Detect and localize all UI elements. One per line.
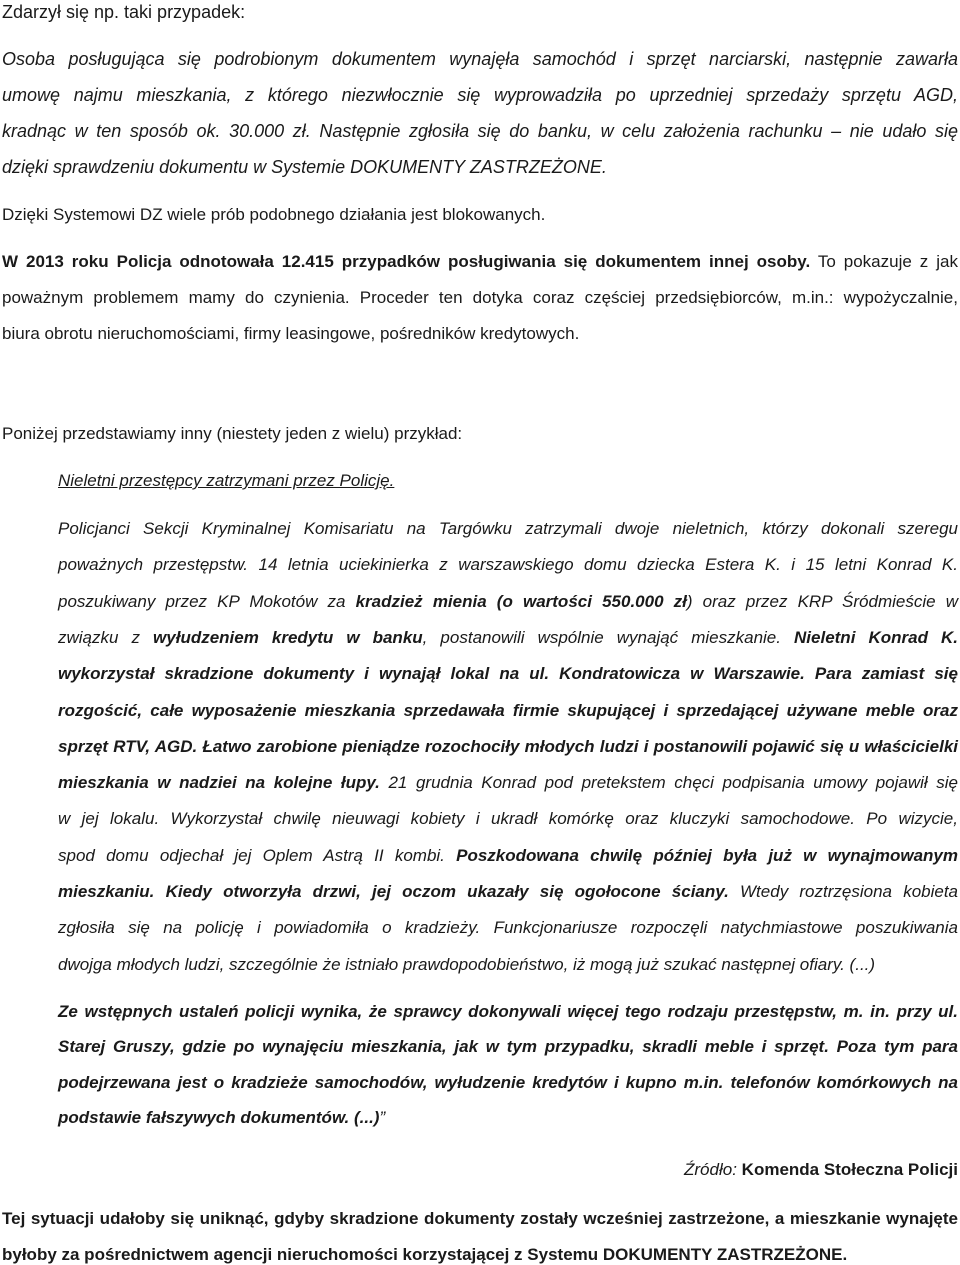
text-run: spod domu odjechał jej Oplem Astrą II kombi. [58,845,457,865]
article-title: Nieletni przestępcy zatrzymani przez Policję. [58,471,395,490]
example-intro: Poniżej przedstawiamy inny (niestety jeden z wielu) przykład: [2,424,463,443]
stats-line: biura obrotu nieruchomościami, firmy leasingowe, pośredników kredytowych. [2,324,580,343]
bold-run: rozgościć, całe wyposażenie mieszkania sprzedawała firmie skupującej i sprzedającej używane meble oraz [58,700,958,720]
bold-run: mieszkaniu. Kiedy otworzyła drzwi, jej oczom ukazały się ogołocone ściany. [58,882,729,901]
text-line [58,702,958,719]
text-line [58,1038,958,1055]
intro-heading: Zdarzył się np. taki przypadek: [2,2,246,22]
text-run: związku z [58,627,154,647]
text-run: dwojga młodych ludzi, szczególnie że istniało prawdopodobieństwo, iż mogą już szukać następnej ofiary. (...) [58,954,876,974]
text-line [58,629,958,646]
case-line: Osoba posługująca się podrobionym dokumentem wynajęła samochód i sprzęt narciarski, następnie zawarła [2,49,958,69]
source-line [684,1161,958,1178]
bold-run: wykorzystał skradzione dokumenty i wynajął lokal na ul. Kondratowicza w Warszawie. Para zamiast się [58,664,958,684]
text-run: zgłosiła się na policję i powiadomiła o kradzieży. Funkcjonariusze rozpoczęli natychmiastowe poszukiwania [58,918,958,938]
text-line [58,520,958,537]
text-line [58,1109,385,1126]
bold-run: sprzęt RTV, AGD. Łatwo zarobione pieniądze rozochociły młodych ludzi i postanowili pojawić się u właścicielki [58,736,958,756]
bold-run: Starej Gruszy, gdzie po wynajęciu mieszkania, jak w tym przypadku, skradli meble i sprzęt. Poza tym para [58,1037,958,1057]
text-line [58,847,958,864]
blocking-note: Dzięki Systemowi DZ wiele prób podobnego działania jest blokowanych. [2,205,546,224]
source-name: Komenda Stołeczna Policji [741,1160,958,1179]
case-line: umowę najmu mieszkania, z którego niezwłocznie się wyprowadziła po uprzedniej sprzedaży sprzętu AGD, [2,85,958,105]
text-run: Wtedy roztrzęsiona kobieta [728,882,959,901]
text-line [58,1074,958,1091]
conclusion-line: byłoby za pośrednictwem agencji nieruchomości korzystającej z Systemu DOKUMENTY ZASTRZEŻONE. [2,1245,848,1264]
case-line: kradnąc w ten sposób ok. 30.000 zł. Następnie zgłosiła się do banku, w celu założenia rachunku – nie udało się [2,121,958,141]
text-line [58,883,958,900]
text-line [58,738,958,755]
bold-run: Nieletni Konrad K. [794,627,958,647]
bold-run: podstawie fałszywych dokumentów. (...) [58,1107,380,1127]
text-line [58,956,875,973]
text-line [58,1003,958,1020]
text-run: ) oraz przez KRP Śródmieście w [686,591,958,611]
text-line [58,919,958,936]
text-line [58,774,958,791]
case-line: dzięki sprawdzeniu dokumentu w Systemie DOKUMENTY ZASTRZEŻONE. [2,157,607,177]
text-line [58,810,958,827]
text-run: Policjanci Sekcji Kryminalnej Komisariatu na Targówku zatrzymali dwoje nieletnich, którzy dokonali szeregu [58,519,958,538]
stats-bold: W 2013 roku Policja odnotowała 12.415 przypadków posługiwania się dokumentem innej osoby. [2,252,811,271]
stats-line [2,253,958,270]
bold-run: mieszkania w nadziei na kolejne łupy. [58,773,380,793]
bold-run: Poszkodowana chwilę później była już w wynajmowanym [456,845,958,865]
text-run: w jej lokalu. Wykorzystał chwilę nieuwagi kobiety i ukradł komórkę oraz kluczyki samochodowe. Po wizycie, [58,809,958,829]
bold-run: Ze wstępnych ustaleń policji wynika, że sprawcy dokonywali więcej tego rodzaju przestępstw, m. in. przy ul. [58,1002,958,1021]
text-run: poważnych przestępstw. 14 letnia uciekinierka z warszawskiego domu dziecka Estera K. i 15 letni Konrad K. [58,555,958,575]
source-label: Źródło: [684,1160,737,1179]
text-run: , postanowili wspólnie wynająć mieszkanie. [422,627,795,647]
conclusion-line: Tej sytuacji udałoby się uniknąć, gdyby skradzione dokumenty zostały wcześniej zastrzeżone, a mieszkanie wynajęte [2,1209,958,1228]
text-run: ” [379,1107,386,1127]
text-line [58,556,958,573]
text-line [58,593,958,610]
bold-run: kradzież mienia (o wartości 550.000 zł [355,591,687,611]
text-line [58,665,958,682]
bold-run: wyłudzeniem kredytu w banku [153,627,423,647]
text-run: poszukiwany przez KP Mokotów za [58,591,356,611]
stats-rest: To pokazuje z jak [810,252,958,271]
bold-run: podejrzewana jest o kradzieże samochodów, wyłudzenie kredytów i kupno m.in. telefonów komórkowych na [58,1072,958,1092]
stats-line: poważnym problemem mamy do czynienia. Proceder ten dotyka coraz częściej przedsiębiorców, m.in.: wypożyczalnie, [2,288,958,307]
text-run: 21 grudnia Konrad pod pretekstem chęci podpisania umowy pojawił się [379,773,959,793]
